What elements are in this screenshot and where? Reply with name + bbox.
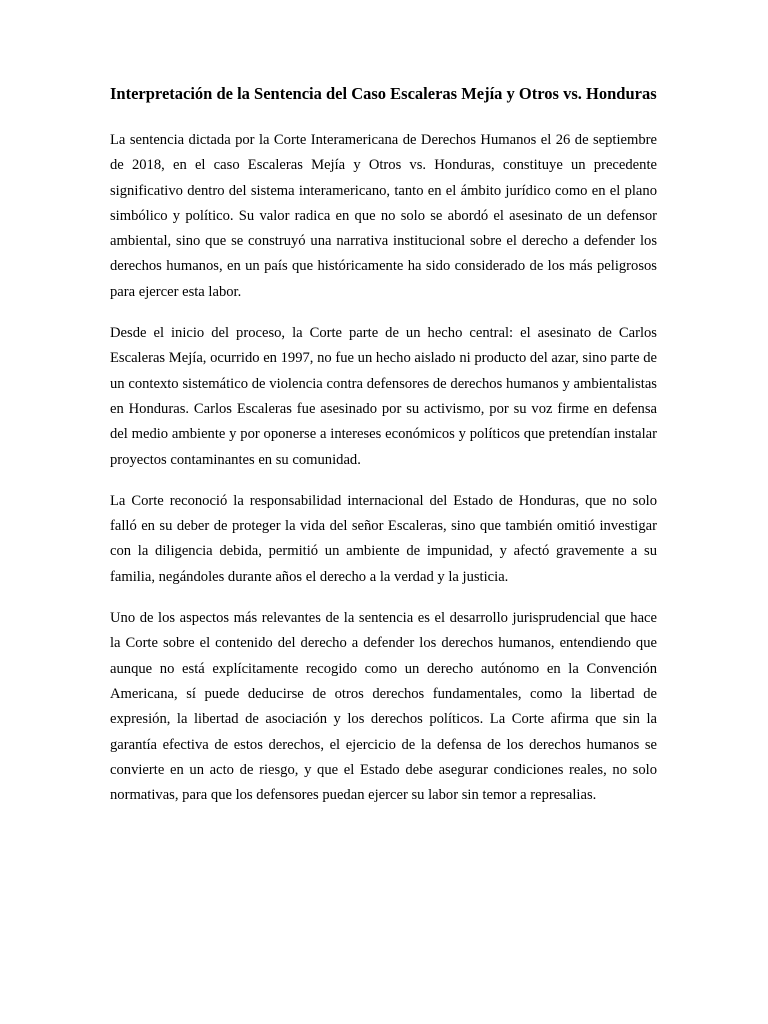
- document-title: Interpretación de la Sentencia del Caso Escaleras Mejía y Otros vs. Honduras: [110, 84, 657, 103]
- paragraph-jurisprudence: Uno de los aspectos más relevantes de la sentencia es el desarrollo jurisprudencial que hace la Corte sobre el contenido del derecho a defender los derechos humanos, entendiendo que aunque no está explícitamente recogido como un derecho autónomo en la Convención Americana, sí puede deducirse de otros derechos fundamentales, como la libertad de expresión, la libertad de asociación y los derechos políticos. La Corte afirma que sin la garantía efectiva de estos derechos, el ejercicio de la defensa de los derechos humanos se convierte en un acto de riesgo, y que el Estado debe asegurar condiciones reales, no solo normativas, para que los defensores puedan ejercer su labor sin temor a represalias.: [110, 610, 657, 804]
- document-page: [110, 80, 657, 824]
- paragraph-intro: La sentencia dictada por la Corte Interamericana de Derechos Humanos el 26 de septiembre de 2018, en el caso Escaleras Mejía y Otros vs. Honduras, constituye un precedente significativo dentro del sistema interamericano, tanto en el ámbito jurídico como en el plano simbólico y político. Su valor radica en que no solo se abordó el asesinato de un defensor ambiental, sino que se construyó una narrativa institucional sobre el derecho a defender los derechos humanos, en un país que históricamente ha sido considerado de los más peligrosos para ejercer esta labor.: [110, 132, 657, 300]
- paragraph-responsibility: La Corte reconoció la responsabilidad internacional del Estado de Honduras, que no solo falló en su deber de proteger la vida del señor Escaleras, sino que también omitió investigar con la diligencia debida, permitió un ambiente de impunidad, y afectó gravemente a su familia, negándoles durante años el derecho a la verdad y la justicia.: [110, 492, 657, 585]
- paragraph-context: Desde el inicio del proceso, la Corte parte de un hecho central: el asesinato de Carlos Escaleras Mejía, ocurrido en 1997, no fue un hecho aislado ni producto del azar, sino parte de un contexto sistemático de violencia contra defensores de derechos humanos y ambientalistas en Honduras. Carlos Escaleras fue asesinado por su activismo, por su voz firme en defensa del medio ambiente y por oponerse a intereses económicos y políticos que pretendían instalar proyectos contaminantes en su comunidad.: [110, 325, 657, 468]
